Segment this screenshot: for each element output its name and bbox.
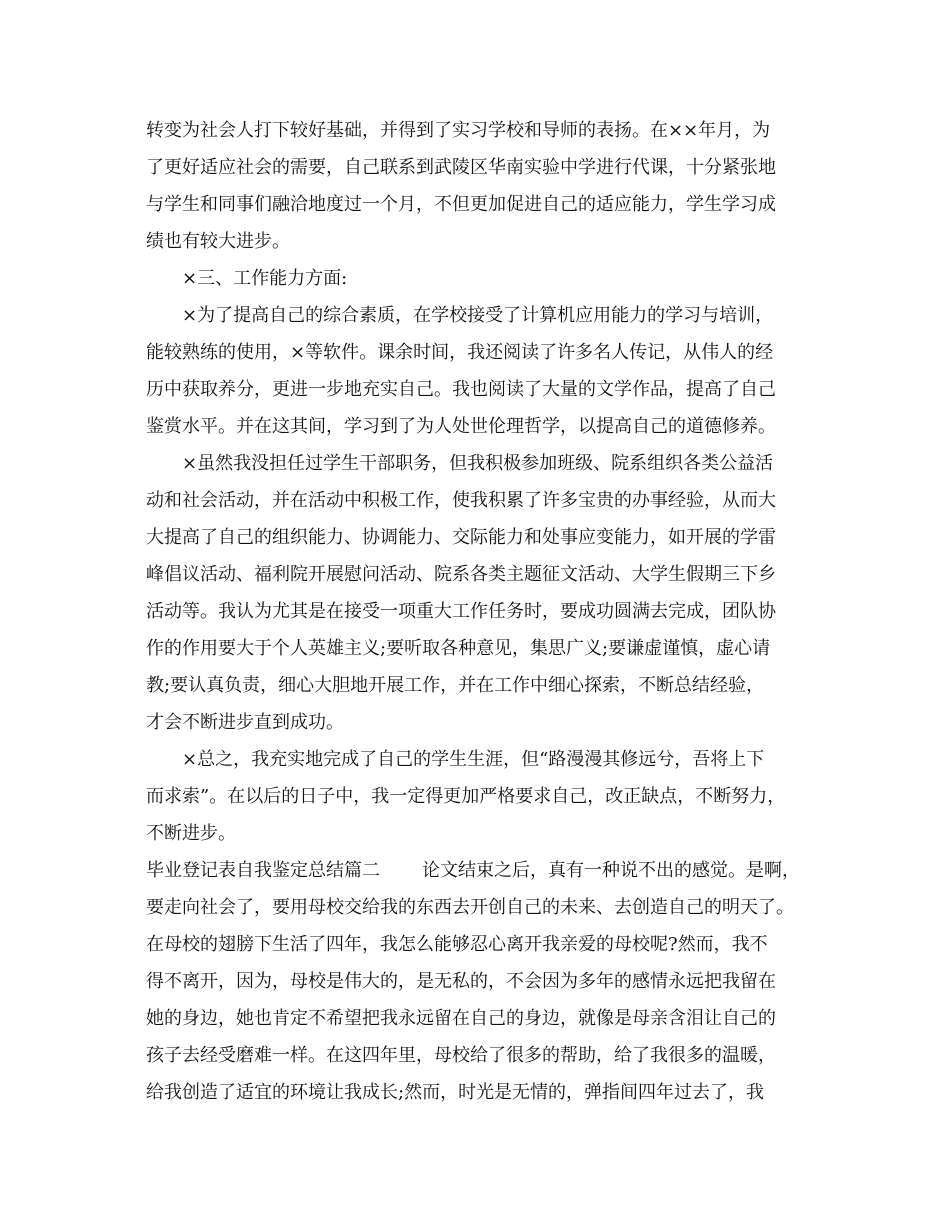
section-title: 毕业登记表自我鉴定总结篇二 xyxy=(146,860,380,881)
text-line: 她的身边，她也肯定不希望把我永远留在自己的身边，就像是母亲含泪让自己的 xyxy=(146,1008,776,1029)
text-line: 动和社会活动，并在活动中积极工作，使我积累了许多宝贵的办事经验，从而大 xyxy=(146,490,776,511)
text-line: 要走向社会了，要用母校交给我的东西去开创自己的未来、去创造自己的明天了。 xyxy=(146,897,794,918)
text-line: 作的作用要大于个人英雄主义;要听取各种意见，集思广义;要谦虚谨慎，虚心请 xyxy=(146,638,771,659)
text-line: 教;要认真负责，细心大胆地开展工作，并在工作中细心探索，不断总结经验， xyxy=(146,675,765,696)
text-line: 而求索”。在以后的日子中，我一定得更加严格要求自己，改正缺点，不断努力， xyxy=(146,786,786,807)
text-line: 了更好适应社会的需要，自己联系到武陵区华南实验中学进行代课，十分紧张地 xyxy=(146,157,776,178)
text-line: 活动等。我认为尤其是在接受一项重大工作任务时，要成功圆满去完成，团队协 xyxy=(146,601,776,622)
text-line: 在母校的翅膀下生活了四年，我怎么能够忍心离开我亲爱的母校呢?然而，我不 xyxy=(146,934,768,955)
text-line: 转变为社会人打下较好基础，并得到了实习学校和导师的表扬。在××年月，为 xyxy=(146,120,771,141)
text-line: ×虽然我没担任过学生干部职务，但我积极参加班级、院系组织各类公益活 xyxy=(182,453,774,474)
text-line: 与学生和同事们融洽地度过一个月，不但更加促进自己的适应能力，学生学习成 xyxy=(146,194,776,215)
text-line: ×为了提高自己的综合素质，在学校接受了计算机应用能力的学习与培训， xyxy=(182,305,774,326)
text-line: 不断进步。 xyxy=(146,823,236,844)
text-line: 孩子去经受磨难一样。在这四年里，母校给了很多的帮助，给了我很多的温暖， xyxy=(146,1045,776,1066)
section-first-line: 论文结束之后，真有一种说不出的感觉。是啊， xyxy=(422,860,800,881)
text-line: 大提高了自己的组织能力、协调能力、交际能力和处事应变能力，如开展的学雷 xyxy=(146,527,776,548)
text-line: 才会不断进步直到成功。 xyxy=(146,712,344,733)
text-line: 能较熟练的使用，×等软件。课余时间，我还阅读了许多名人传记，从伟人的经 xyxy=(146,342,774,363)
text-line: 历中获取养分，更进一步地充实自己。我也阅读了大量的文学作品，提高了自己 xyxy=(146,379,776,400)
text-line: 峰倡议活动、福利院开展慰问活动、院系各类主题征文活动、大学生假期三下乡 xyxy=(146,564,776,585)
document-body xyxy=(146,112,826,1111)
text-line: ×总之，我充实地完成了自己的学生生涯，但“路漫漫其修远兮，吾将上下 xyxy=(182,749,765,770)
section-heading-line xyxy=(146,852,826,889)
text-line: 给我创造了适宜的环境让我成长;然而，时光是无情的，弹指间四年过去了，我 xyxy=(146,1082,765,1103)
text-line: 得不离开，因为，母校是伟大的，是无私的，不会因为多年的感情永远把我留在 xyxy=(146,971,776,992)
section-heading-work-ability: ×三、工作能力方面: xyxy=(182,268,348,289)
text-line: 鉴赏水平。并在这其间，学习到了为人处世伦理哲学，以提高自己的道德修养。 xyxy=(146,416,776,437)
text-line: 绩也有较大进步。 xyxy=(146,231,290,252)
